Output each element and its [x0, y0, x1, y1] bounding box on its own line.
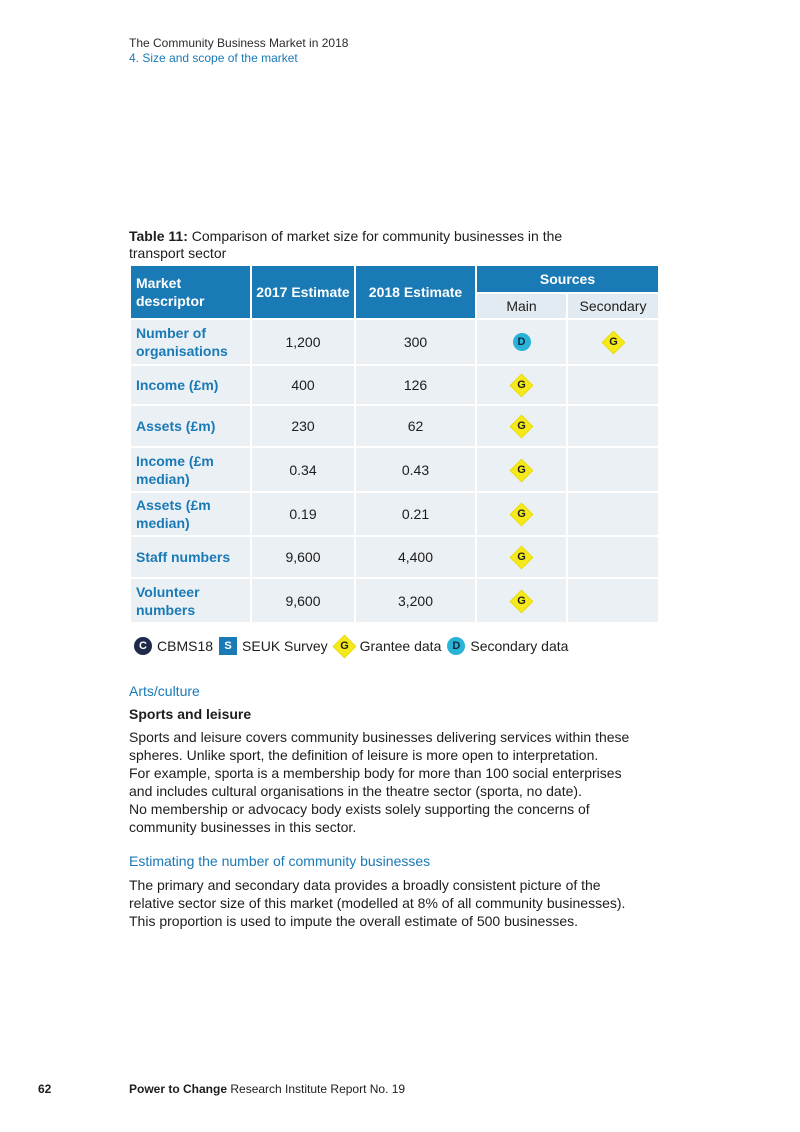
legend-seuk [219, 637, 328, 655]
source-legend [134, 636, 574, 656]
row-secondary-source [567, 319, 659, 365]
grantee-data-icon: G [511, 547, 532, 568]
row-main-source [476, 319, 567, 365]
header-market-descriptor: Market descriptor [130, 265, 251, 319]
header-secondary: Secondary [567, 293, 659, 319]
header-2017-estimate: 2017 Estimate [251, 265, 355, 319]
row-descriptor: Number of organisations [130, 319, 251, 365]
row-main-source [476, 492, 567, 536]
row-main-source [476, 536, 567, 578]
row-secondary-source [567, 492, 659, 536]
row-2018-estimate: 126 [355, 365, 476, 405]
section-title: 4. Size and scope of the market [129, 51, 298, 65]
secondary-data-icon: D [447, 637, 465, 655]
row-secondary-source [567, 365, 659, 405]
row-2017-estimate: 9,600 [251, 578, 355, 623]
row-descriptor: Income (£m median) [130, 447, 251, 492]
table-row [130, 578, 659, 623]
table-row [130, 447, 659, 492]
row-descriptor: Staff numbers [130, 536, 251, 578]
text-line: The primary and secondary data provides a broadly consistent picture of the [129, 877, 601, 893]
row-secondary-source [567, 578, 659, 623]
row-main-source [476, 405, 567, 447]
legend-grantee [334, 638, 442, 654]
legend-seuk-label: SEUK Survey [242, 638, 328, 654]
secondary-data-icon: D [513, 333, 531, 351]
grantee-data-icon: G [511, 460, 532, 481]
text-line: For example, sporta is a membership body for more than 100 social enterprises [129, 765, 622, 781]
paragraph-sports-leisure [129, 728, 649, 836]
text-line: spheres. Unlike sport, the definition of leisure is more open to interpretation. [129, 747, 599, 763]
row-2018-estimate: 4,400 [355, 536, 476, 578]
row-2017-estimate: 230 [251, 405, 355, 447]
header-main: Main [476, 293, 567, 319]
grantee-data-icon: G [511, 504, 532, 525]
table-row [130, 319, 659, 365]
row-secondary-source [567, 447, 659, 492]
legend-secondary-label: Secondary data [470, 638, 569, 654]
row-2017-estimate: 0.19 [251, 492, 355, 536]
row-2018-estimate: 3,200 [355, 578, 476, 623]
text-line: relative sector size of this market (modelled at 8% of all community businesses). [129, 895, 626, 911]
market-size-table [129, 264, 660, 624]
page-number: 62 [38, 1082, 52, 1096]
row-descriptor: Assets (£m) [130, 405, 251, 447]
text-line: community businesses in this sector. [129, 819, 357, 835]
text-line: and includes cultural organisations in the theatre sector (sporta, no date). [129, 783, 582, 799]
grantee-data-icon: G [602, 332, 623, 353]
table-caption-text: Comparison of market size for community businesses in the transport sector [129, 228, 563, 261]
running-header [129, 36, 348, 66]
grantee-data-icon: G [334, 635, 355, 656]
header-2018-estimate: 2018 Estimate [355, 265, 476, 319]
row-secondary-source [567, 405, 659, 447]
grantee-data-icon: G [511, 591, 532, 612]
legend-grantee-label: Grantee data [359, 638, 442, 654]
row-2018-estimate: 0.21 [355, 492, 476, 536]
table-row [130, 405, 659, 447]
footer-report-name [129, 1082, 405, 1096]
table-caption-label: Table 11: [129, 228, 188, 244]
table-row [130, 536, 659, 578]
row-secondary-source [567, 536, 659, 578]
row-descriptor: Volunteer numbers [130, 578, 251, 623]
legend-cbms18 [134, 637, 213, 655]
footer-brand: Power to Change [129, 1082, 228, 1096]
cbms18-icon: C [134, 637, 152, 655]
row-2018-estimate: 0.43 [355, 447, 476, 492]
heading-estimating: Estimating the number of community businesses [129, 853, 431, 869]
row-2017-estimate: 9,600 [251, 536, 355, 578]
row-2018-estimate: 300 [355, 319, 476, 365]
paragraph-estimating [129, 876, 649, 930]
table-row [130, 492, 659, 536]
grantee-data-icon: G [511, 416, 532, 437]
grantee-data-icon: G [511, 375, 532, 396]
report-title: The Community Business Market in 2018 [129, 36, 349, 50]
row-main-source [476, 447, 567, 492]
text-line: Sports and leisure covers community businesses delivering services within these [129, 729, 630, 745]
table-row [130, 365, 659, 405]
row-main-source [476, 578, 567, 623]
row-2017-estimate: 1,200 [251, 319, 355, 365]
footer-report: Research Institute Report No. 19 [227, 1082, 406, 1096]
row-descriptor: Assets (£m median) [130, 492, 251, 536]
row-descriptor: Income (£m) [130, 365, 251, 405]
seuk-survey-icon: S [219, 637, 237, 655]
text-line: No membership or advocacy body exists solely supporting the concerns of [129, 801, 590, 817]
legend-secondary [447, 637, 568, 655]
row-2017-estimate: 0.34 [251, 447, 355, 492]
heading-sports-leisure: Sports and leisure [129, 706, 252, 722]
heading-arts-culture: Arts/culture [129, 683, 200, 699]
legend-cbms18-label: CBMS18 [157, 638, 214, 654]
text-line: This proportion is used to impute the overall estimate of 500 businesses. [129, 913, 579, 929]
table-caption [129, 228, 599, 262]
row-main-source [476, 365, 567, 405]
header-sources: Sources [476, 265, 659, 293]
row-2017-estimate: 400 [251, 365, 355, 405]
row-2018-estimate: 62 [355, 405, 476, 447]
